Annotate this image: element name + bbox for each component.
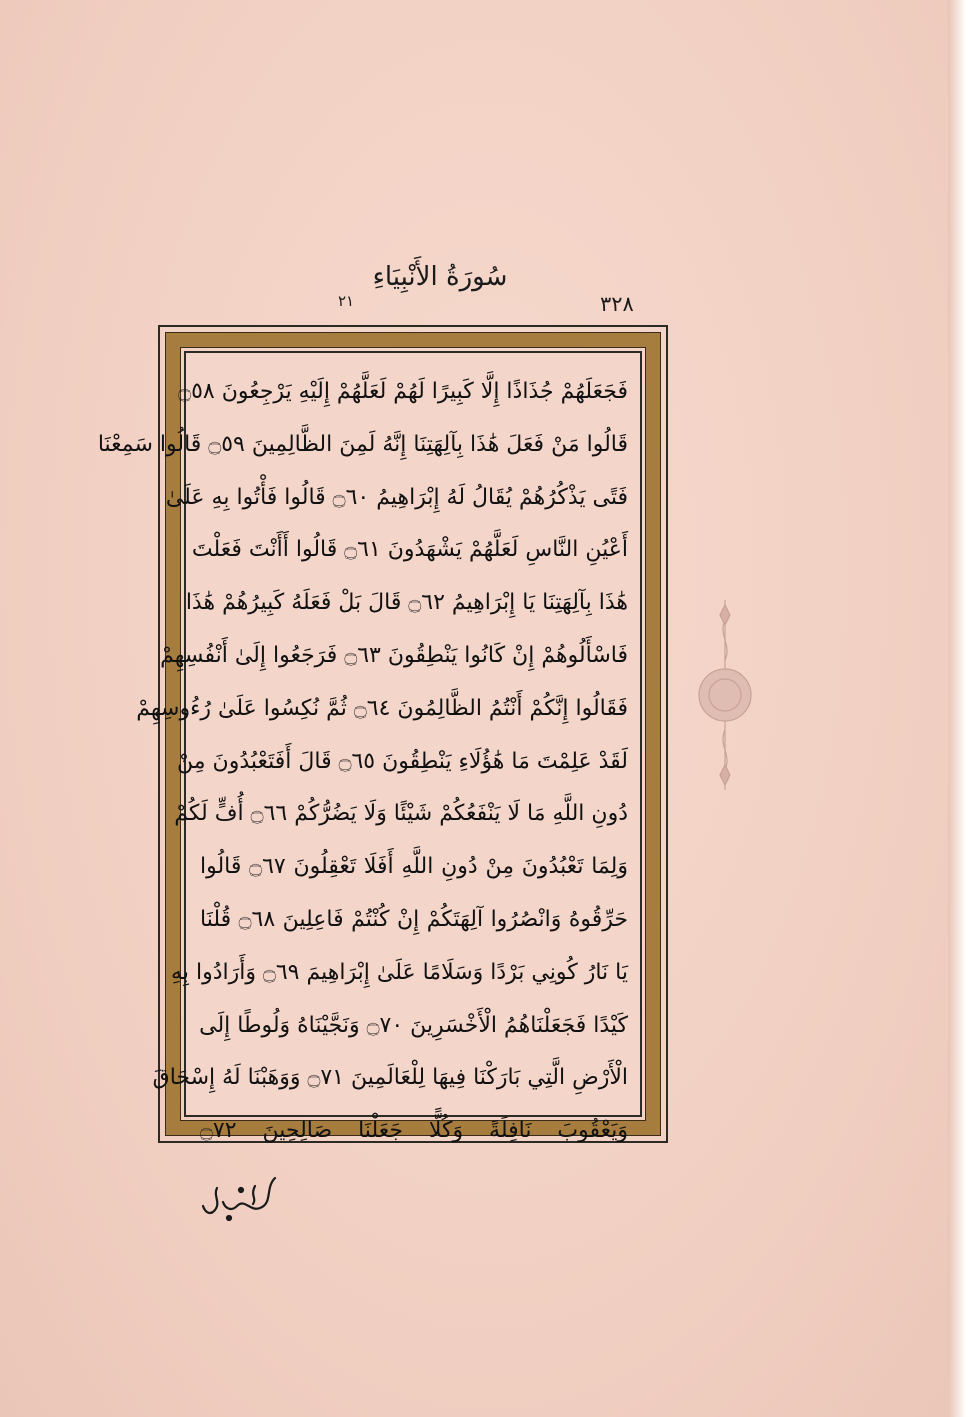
calligrapher-signature-icon — [195, 1168, 285, 1228]
text-line: وَلِمَا تَعْبُدُونَ مِنْ دُونِ اللَّهِ أَفَلَا تَعْقِلُونَ ۝٦٧ قَالُوا — [200, 854, 628, 880]
text-line: دُونِ اللَّهِ مَا لَا يَنْفَعُكُمْ شَيْئًا وَلَا يَضُرُّكُمْ ۝٦٦ أُفٍّ لَكُمْ — [174, 801, 628, 827]
text-line: الْأَرْضِ الَّتِي بَارَكْنَا فِيهَا لِلْعَالَمِينَ ۝٧١ وَوَهَبْنَا لَهُ إِسْحَاقَ — [152, 1065, 628, 1091]
text-line: أَعْيُنِ النَّاسِ لَعَلَّهُمْ يَشْهَدُونَ ۝٦١ قَالُوا أَأَنْتَ فَعَلْتَ — [191, 537, 628, 563]
page-spine — [948, 0, 974, 1417]
text-line: فَاسْأَلُوهُمْ إِنْ كَانُوا يَنْطِقُونَ ۝٦٣ فَرَجَعُوا إِلَىٰ أَنْفُسِهِمْ — [160, 642, 628, 668]
text-line: يَا نَارُ كُونِي بَرْدًا وَسَلَامًا عَلَىٰ إِبْرَاهِيمَ ۝٦٩ وَأَرَادُوا بِهِ — [171, 959, 628, 985]
text-line: لَقَدْ عَلِمْتَ مَا هَٰؤُلَاءِ يَنْطِقُونَ ۝٦٥ قَالَ أَفَتَعْبُدُونَ مِنْ — [177, 748, 628, 774]
margin-ornament-icon — [690, 600, 760, 790]
text-line: هَٰذَا بِآلِهَتِنَا يَا إِبْرَاهِيمُ ۝٦٢ قَالَ بَلْ فَعَلَهُ كَبِيرُهُمْ هَٰذَا — [185, 590, 628, 616]
text-line: حَرِّقُوهُ وَانْصُرُوا آلِهَتَكُمْ إِنْ كُنْتُمْ فَاعِلِينَ ۝٦٨ قُلْنَا — [200, 906, 629, 932]
text-line: فَقَالُوا إِنَّكُمْ أَنْتُمُ الظَّالِمُونَ ۝٦٤ ثُمَّ نُكِسُوا عَلَىٰ رُءُوسِهِمْ — [136, 695, 628, 721]
surah-number: ٢١ — [338, 292, 355, 310]
quran-text-block — [97, 366, 629, 1144]
text-line: فَجَعَلَهُمْ جُذَاذًا إِلَّا كَبِيرًا لَهُمْ لَعَلَّهُمْ إِلَيْهِ يَرْجِعُونَ ۝٥٨ — [178, 379, 628, 404]
text-line: كَيْدًا فَجَعَلْنَاهُمُ الْأَخْسَرِينَ ۝٧٠ وَنَجَّيْنَاهُ وَلُوطًا إِلَى — [199, 1012, 628, 1038]
text-line: وَيَعْقُوبَ نَافِلَةً وَكُلًّا جَعَلْنَا صَالِحِينَ ۝٧٢ — [200, 1118, 628, 1144]
text-line: قَالُوا مَنْ فَعَلَ هَٰذَا بِآلِهَتِنَا إِنَّهُ لَمِنَ الظَّالِمِينَ ۝٥٩ قَالُوا سَمِعْنَا — [97, 431, 628, 457]
page-number: ٣٢٨ — [600, 292, 634, 316]
surah-title: سُورَةُ الأَنْبِيَاءِ — [372, 262, 508, 292]
text-line: فَتًى يَذْكُرُهُمْ يُقَالُ لَهُ إِبْرَاهِيمُ ۝٦٠ قَالُوا فَأْتُوا بِهِ عَلَىٰ — [165, 484, 628, 510]
